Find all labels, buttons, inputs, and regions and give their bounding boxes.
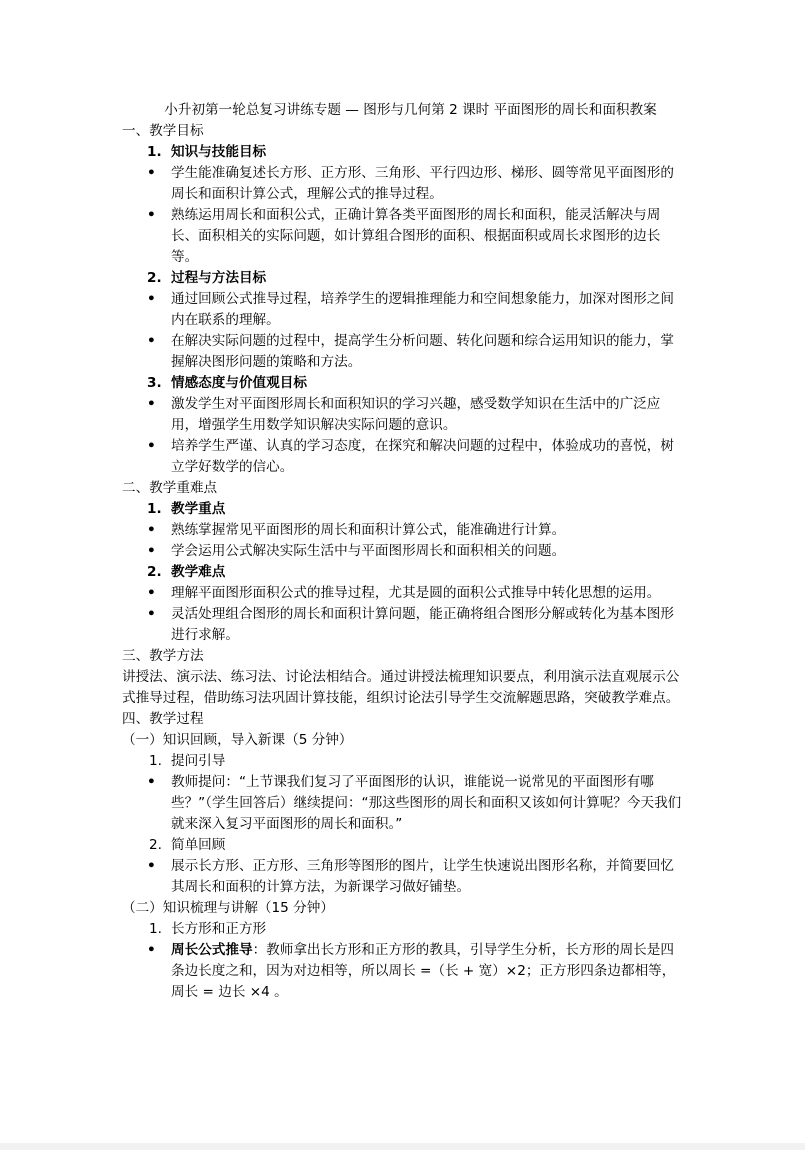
list-item <box>122 289 685 331</box>
list-item-text: 熟练掌握常见平面图形的周长和面积计算公式，能准确进行计算。 <box>171 522 566 538</box>
numbered-item <box>122 919 685 940</box>
subsection-heading: （二）知识梳理与讲解（15 分钟） <box>122 900 334 916</box>
bullet-icon: • <box>147 396 156 412</box>
list-item-text: 在解决实际问题的过程中，提高学生分析问题、转化问题和综合运用知识的能力，掌握解决图形问题的策略和方法。 <box>171 333 674 370</box>
numbered-heading <box>122 562 685 583</box>
methods-paragraph: 讲授法、演示法、练习法、讨论法相结合。通过讲授法梳理知识要点，利用演示法直观展示公式推导过程，借助练习法巩固计算技能，组织讨论法引导学生交流解题思路，突破教学难点。 <box>122 669 680 706</box>
section-heading-key-points: 二、教学重难点 <box>122 480 218 496</box>
numbered-heading <box>122 373 685 394</box>
section-heading-process: 四、教学过程 <box>122 711 204 727</box>
list-item <box>122 436 685 478</box>
list-item <box>122 520 685 541</box>
list-number: 2. <box>147 270 162 286</box>
subheading-text: 情感态度与价值观目标 <box>171 375 307 391</box>
bullet-icon: • <box>147 207 156 223</box>
list-item-text: 培养学生严谨、认真的学习态度，在探究和解决问题的过程中，体验成功的喜悦，树立学好数学的信心。 <box>171 438 674 475</box>
list-item-text: 熟练运用周长和面积公式，正确计算各类平面图形的周长和面积，能灵活解决与周长、面积相关的实际问题，如计算组合图形的面积、根据面积或周长求图形的边长等。 <box>171 207 661 265</box>
list-item <box>122 940 685 1003</box>
numbered-heading <box>122 268 685 289</box>
list-item <box>122 205 685 268</box>
list-item <box>122 772 685 835</box>
list-item <box>122 856 685 898</box>
bullet-icon: • <box>147 522 156 538</box>
numbered-item-text: 提问引导 <box>171 753 226 769</box>
list-number: 2. <box>149 837 162 853</box>
list-item-text: 展示长方形、正方形、三角形等图形的图片，让学生快速说出图形名称，并简要回忆其周长和面积的计算方法，为新课学习做好铺垫。 <box>171 858 674 895</box>
bullet-icon: • <box>147 606 156 622</box>
numbered-heading <box>122 499 685 520</box>
bullet-icon: • <box>147 291 156 307</box>
bullet-icon: • <box>147 585 156 601</box>
list-item-text: ：教师拿出长方形和正方形的教具，引导学生分析，长方形的周长是四条边长度之和，因为对边相等，所以周长 =（长 + 宽）×2；正方形四条边都相等，周长 = 边长 ×4 。 <box>171 942 676 1000</box>
list-item-text: 灵活处理组合图形的周长和面积计算问题，能正确将组合图形分解或转化为基本图形进行求解。 <box>171 606 674 643</box>
list-item-text: 理解平面图形面积公式的推导过程，尤其是圆的面积公式推导中转化思想的运用。 <box>171 585 661 601</box>
list-item <box>122 541 685 562</box>
section-heading-methods: 三、教学方法 <box>122 648 204 664</box>
list-item <box>122 163 685 205</box>
list-item <box>122 394 685 436</box>
bullet-icon: • <box>147 942 156 958</box>
list-number: 1. <box>147 501 162 517</box>
numbered-heading <box>122 142 685 163</box>
list-number: 1. <box>149 921 162 937</box>
numbered-item <box>122 751 685 772</box>
bold-term: 周长公式推导 <box>171 942 253 958</box>
subheading-text: 教学难点 <box>171 564 226 580</box>
list-number: 1. <box>147 144 162 160</box>
subsection-heading: （一）知识回顾，导入新课（5 分钟） <box>122 732 353 748</box>
bullet-icon: • <box>147 438 156 454</box>
list-item-text: 学会运用公式解决实际生活中与平面图形周长和面积相关的问题。 <box>171 543 566 559</box>
bullet-icon: • <box>147 333 156 349</box>
bullet-icon: • <box>147 543 156 559</box>
subheading-text: 过程与方法目标 <box>171 270 267 286</box>
list-item-text: 激发学生对平面图形周长和面积知识的学习兴趣，感受数学知识在生活中的广泛应用，增强学生用数学知识解决实际问题的意识。 <box>171 396 661 433</box>
list-item <box>122 604 685 646</box>
list-number: 3. <box>147 375 162 391</box>
numbered-item-text: 长方形和正方形 <box>171 921 267 937</box>
list-item-text: 学生能准确复述长方形、正方形、三角形、平行四边形、梯形、圆等常见平面图形的周长和面积计算公式，理解公式的推导过程。 <box>171 165 674 202</box>
numbered-item <box>122 835 685 856</box>
list-number: 1. <box>149 753 162 769</box>
list-item-text: 教师提问：“上节课我们复习了平面图形的认识，谁能说一说常见的平面图形有哪些？”（学生回答后）继续提问：“那这些图形的周长和面积又该如何计算呢？今天我们就来深入复习平面图形的周长和面积。” <box>171 774 682 832</box>
list-item <box>122 583 685 604</box>
numbered-item-text: 简单回顾 <box>171 837 226 853</box>
list-item <box>122 331 685 373</box>
subheading-text: 知识与技能目标 <box>171 144 267 160</box>
section-heading-objectives: 一、教学目标 <box>122 123 204 139</box>
bullet-icon: • <box>147 165 156 181</box>
list-number: 2. <box>147 564 162 580</box>
bullet-icon: • <box>147 858 156 874</box>
bullet-icon: • <box>147 774 156 790</box>
document-title: 小升初第一轮总复习讲练专题 — 图形与几何第 2 课时 平面图形的周长和面积教案 <box>164 102 657 118</box>
list-item-text: 通过回顾公式推导过程，培养学生的逻辑推理能力和空间想象能力，加深对图形之间内在联系的理解。 <box>171 291 674 328</box>
subheading-text: 教学重点 <box>171 501 226 517</box>
